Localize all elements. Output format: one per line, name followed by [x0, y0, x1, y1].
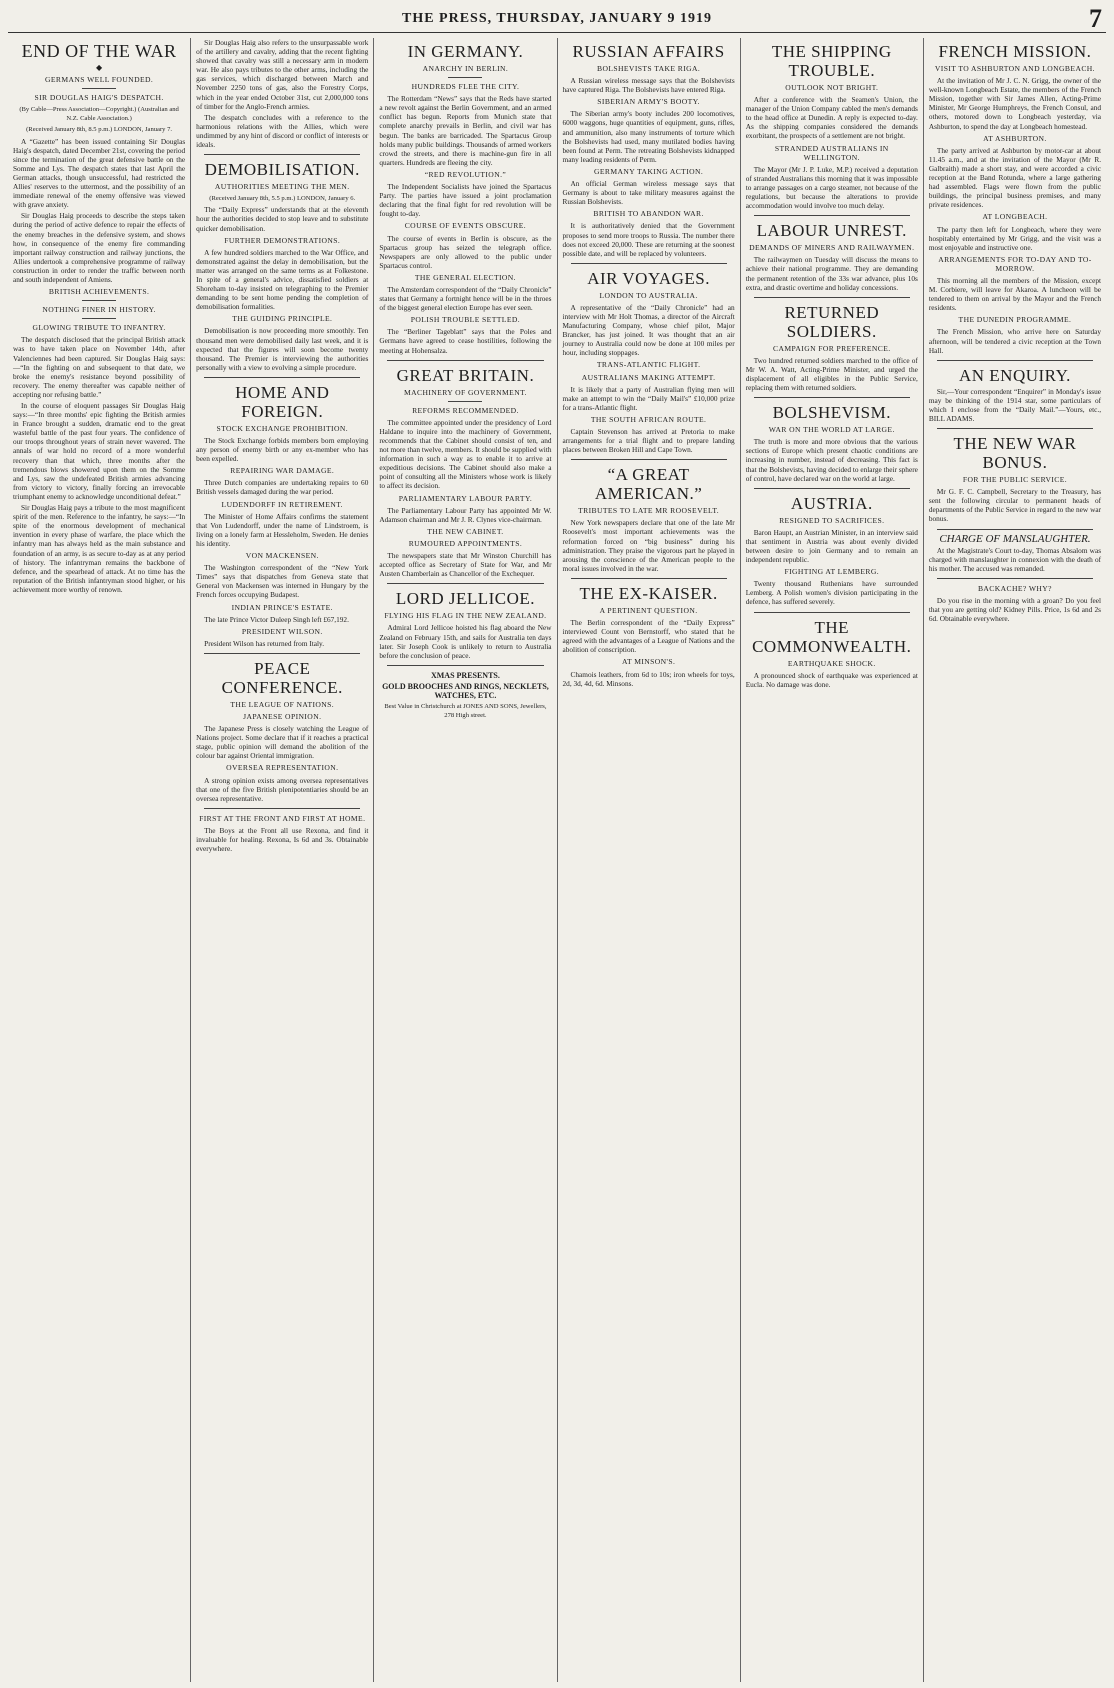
article-paragraph: A strong opinion exists among oversea representatives that one of the five British plenipotentiaries should be an oversea representative. — [196, 775, 369, 803]
dateline: (Received January 8th, 5.5 p.m.) LONDON, January 6. — [209, 195, 356, 203]
subhead: ARRANGEMENTS FOR TO-DAY AND TO-MORROW. — [938, 254, 1092, 273]
headline-great-britain: GREAT BRITAIN. — [396, 365, 535, 385]
divider-ornament: ◆ — [96, 63, 103, 72]
article-paragraph: A “Gazette” has been issued containing Sir Douglas Haig's despatch, dated December 21st, covering the period since the termination of the great defensive battle on the Somme and Lys. The despatch states that last April the German attacks, though unsuccessful, had restricted the Allies' reserves to the uttermost, and the possibility of an immediate renewal of the enemy offensive was viewed with grave anxiety. — [13, 136, 186, 210]
subhead: THE NEW CABINET. — [427, 526, 504, 536]
article-paragraph: Admiral Lord Jellicoe hoisted his flag aboard the New Zealand on February 15th, and sails for Australia ten days later. Sir Joseph Cook is unlikely to return to Australia before the conclusion of peace. — [379, 623, 552, 660]
headline-new-war-bonus: THE NEW WAR BONUS. — [953, 434, 1077, 473]
article-paragraph: The Stock Exchange forbids members born employing any person of enemy birth or any ex-member who has been expelled. — [196, 436, 369, 464]
article-paragraph: A few hundred soldiers marched to the War Office, and demonstrated against the delay in demobilisation, but the matter was arranged on the same terms as at Folkestone. In spite of a general's advice, dissatisfied soldiers at Shoreham to-day insisted on telegraphing to the Premier demanding to be sent home pending the completion of demobilisation formalities. — [196, 247, 369, 312]
column-5 — [741, 38, 924, 1682]
article-paragraph: President Wilson has returned from Italy. — [204, 638, 325, 648]
subhead: POLISH TROUBLE SETTLED. — [410, 315, 521, 325]
article-paragraph: This morning all the members of the Mission, except M. Corbiere, will leave for Akaroa. A luncheon will be tendered to them on arrival by the Mayor and the French residents. — [928, 275, 1102, 313]
article-paragraph: Two hundred returned soldiers marched to the office of Mr W. A. Watt, Acting-Prime Minister, and urged the displacement of all eligibles in the Public Service, replacing them with returned soldiers. — [745, 355, 918, 393]
article-paragraph: The newspapers state that Mr Winston Churchill has accepted office as Secretary of State for War, and Mr Austen Chamberlain as Chancellor of the Exchequer. — [379, 551, 552, 579]
article-paragraph: Baron Haupt, an Austrian Minister, in an interview said that sentiment in Austria was about evenly divided between desire to join Germany and to remain an independent republic. — [745, 527, 918, 565]
subhead: JAPANESE OPINION. — [243, 711, 322, 721]
advert-text: Do you rise in the morning with a groan? Do you feel that you are getting old? Kidney Pills. Price, 1s 6d and 2s 6d. Obtainable everywhere. — [928, 596, 1102, 624]
divider — [937, 360, 1093, 361]
headline-ex-kaiser: THE EX-KAISER. — [579, 583, 718, 603]
divider — [387, 360, 543, 361]
subhead: CAMPAIGN FOR PREFERENCE. — [772, 343, 891, 353]
advert-heading: XMAS PRESENTS. — [430, 670, 500, 680]
subhead: BRITISH ACHIEVEMENTS. — [48, 287, 150, 297]
subhead: REPAIRING WAR DAMAGE. — [230, 466, 335, 476]
article-paragraph: A Russian wireless message says that the Bolshevists have captured Riga. The Bolshevists have entered Riga. — [562, 76, 735, 95]
subhead: THE GENERAL ELECTION. — [414, 272, 516, 282]
advert-text: Chamois leathers, from 6d to 10s; iron wheels for toys, 2d, 3d, 4d, 6d. Minsons. — [562, 669, 735, 688]
subhead: PARLIAMENTARY LABOUR PARTY. — [398, 493, 533, 503]
subhead: ANARCHY IN BERLIN. — [422, 64, 509, 73]
subhead: RESIGNED TO SACRIFICES. — [779, 515, 885, 525]
article-paragraph: The late Prince Victor Duleep Singh left £67,192. — [204, 614, 349, 624]
newspaper-columns — [8, 38, 1106, 1682]
article-paragraph: Mr G. F. C. Campbell, Secretary to the Treasury, has sent the following circular to permanent heads of departments of the Public Service in regard to the new war bonus. — [928, 487, 1102, 524]
subhead: THE DUNEDIN PROGRAMME. — [958, 315, 1072, 325]
divider — [82, 300, 116, 301]
subhead: FIGHTING AT LEMBERG. — [784, 567, 880, 577]
headline-labour-unrest: LABOUR UNREST. — [756, 221, 907, 241]
column-4 — [558, 38, 741, 1682]
subhead: BOLSHEVISTS TAKE RIGA. — [597, 64, 701, 73]
subhead: AT ASHBURTON. — [983, 133, 1047, 143]
advert-text: The Boys at the Front all use Rexona, and find it invaluable for healing. Rexona, Is 6d and 3s. Obtainable everywhere. — [196, 825, 369, 854]
headline-russian-affairs: RUSSIAN AFFAIRS — [572, 42, 725, 61]
divider — [754, 297, 910, 298]
headline-demobilisation: DEMOBILISATION. — [204, 160, 360, 180]
subhead: BRITISH TO ABANDON WAR. — [593, 209, 704, 219]
column-6 — [924, 38, 1106, 1682]
advert-heading: AT MINSON'S. — [621, 657, 676, 667]
article-paragraph: The Minister of Home Affairs confirms the statement that Von Ludendorff, under the name of Lindstroem, is living on a lonely farm at Hessleholm, Sweden. He denies his identity. — [196, 511, 369, 548]
subhead: SIBERIAN ARMY'S BOOTY. — [597, 97, 700, 107]
article-paragraph: The “Daily Express” understands that at the eleventh hour the authorities decided to stop leave and to substitute quicker demobilisation. — [196, 205, 369, 233]
article-paragraph: At the Magistrate's Court to-day, Thomas Absalom was charged with manslaughter in connexion with the death of his mother. The accused was remanded. — [928, 545, 1102, 573]
subhead: GLOWING TRIBUTE TO INFANTRY. — [32, 323, 166, 333]
advert-subheading: GOLD BROOCHES AND RINGS, NECKLETS, WATCHES, ETC. — [382, 681, 549, 700]
article-paragraph: Twenty thousand Ruthenians have surrounded Lemberg. A Polish women's division participating in the defence, has suffered severely. — [745, 579, 918, 607]
subhead: TRIBUTES TO LATE MR ROOSEVELT. — [578, 506, 720, 516]
article-paragraph: The party arrived at Ashburton by motor-car at about 11.45 a.m., and at the invitation of the Mayor (Mr R. Galbraith) made a short stay, and were accorded a civic reception at the Band Rotunda, where a large gathering had assembled. Flags were flown from the public buildings, the principal business premises, and many private residences. — [928, 145, 1102, 210]
headline-french-mission: FRENCH MISSION. — [938, 42, 1092, 61]
headline-home-and-foreign: HOME AND FOREIGN. — [235, 382, 330, 421]
divider — [387, 583, 543, 584]
headline-in-germany: IN GERMANY. — [407, 42, 524, 61]
divider — [204, 154, 360, 155]
headline-austria: AUSTRIA. — [790, 493, 873, 513]
article-paragraph: Sir Douglas Haig also refers to the unsurpassable work of the artillery and cavalry, adding that the recent fighting showed that cavalry was still a necessary arm in modern war. He also pays tributes to the other arms, including the gas services, which discharged between March and November 2250 tons of gas, also the Forestry Corps, which in the year ended October 31st, cut 2,000,000 tons of timber for the Anglo-French armies. — [196, 38, 369, 111]
divider — [204, 377, 360, 378]
column-1 — [8, 38, 191, 1682]
article-paragraph: It is authoritatively denied that the Government proposes to send more troops to Russia. The number there does not exceed 20,000. These are returning at the soonest possible date, and will be replaced by volunteers. — [562, 221, 735, 258]
subhead: LONDON TO AUSTRALIA. — [599, 290, 698, 300]
divider — [754, 612, 910, 613]
article-paragraph: Demobilisation is now proceeding more smoothly. Ten thousand men were demobilised daily last week, and it is expected that the figures will soon become twenty thousand. The Premier is interviewing the authorities personally with a view to evolving a simple procedure. — [196, 326, 369, 372]
cable-credit: (By Cable—Press Association—Copyright.) (Australian and N.Z. Cable Association.) — [19, 106, 179, 123]
article-paragraph: After a conference with the Seamen's Union, the manager of the Union Company cabled the men's demands to the head office at Dunedin. A reply is expected to-day. As the shipping companies considered the demands exorbitant, the prospects of a settlement are not bright. — [745, 95, 918, 141]
subhead: WAR ON THE WORLD AT LARGE. — [768, 425, 895, 435]
divider — [571, 459, 727, 460]
headline-returned-soldiers: RETURNED SOLDIERS. — [784, 302, 880, 341]
article-paragraph: The party then left for Longbeach, where they were hospitably entertained by Mr Grigg, and the visit was a most enjoyable and instructive one. — [928, 224, 1102, 252]
subhead: FLYING HIS FLAG IN THE NEW ZEALAND. — [384, 611, 547, 621]
headline-manslaughter: CHARGE OF MANSLAUGHTER. — [939, 532, 1091, 545]
divider — [937, 578, 1093, 579]
subhead: FOR THE PUBLIC SERVICE. — [962, 475, 1068, 485]
subhead: FURTHER DEMONSTRATIONS. — [224, 235, 341, 245]
subhead: A PERTINENT QUESTION. — [599, 605, 698, 615]
divider — [754, 488, 910, 489]
divider — [937, 529, 1093, 530]
subhead: THE SOUTH AFRICAN ROUTE. — [590, 414, 707, 424]
article-paragraph: The Rotterdam “News” says that the Reds have started a new revolt against the Berlin Government, and an armed conflict has begun. Reports from Munich state that complete anarchy prevails in Berlin, and civil war has begun. The banks are barricaded. The Spartacus Group holds many public buildings. Thousands of armed workers crowd the streets, and there is machine-gun fire in all quarters. Hundreds are fleeing the city. — [379, 94, 552, 167]
article-paragraph: Captain Stevenson has arrived at Pretoria to make arrangements for a trial flight and to prepare landing places between Broken Hill and Cape Town. — [562, 427, 735, 455]
article-paragraph: An official German wireless message says that Germany is about to take military measures against the Russian Bolshevists. — [562, 179, 735, 207]
divider — [448, 401, 482, 402]
advert-text: Best Value in Christchurch at JONES AND SONS, Jewellers, 278 High street. — [384, 703, 547, 720]
article-paragraph: A pronounced shock of earthquake was experienced at Eucla. No damage was done. — [745, 670, 918, 689]
divider — [754, 215, 910, 216]
divider — [82, 88, 116, 89]
divider — [448, 77, 482, 78]
subhead: EARTHQUAKE SHOCK. — [787, 658, 876, 668]
subhead: “RED REVOLUTION.” — [424, 169, 507, 179]
subhead: AT LONGBEACH. — [982, 212, 1048, 222]
article-paragraph: The Parliamentary Labour Party has appointed Mr W. Adamson chairman and Mr J. R. Clynes vice-chairman. — [379, 505, 552, 524]
headline-commonwealth: THE COMMONWEALTH. — [752, 617, 912, 656]
divider — [754, 397, 910, 398]
divider — [571, 263, 727, 264]
advert-heading: BACKACHE? WHY? — [977, 583, 1052, 593]
subhead: HUNDREDS FLEE THE CITY. — [411, 82, 520, 92]
article-paragraph: The Washington correspondent of the “New York Times” says that dispatches from Geneva state that General von Mackensen was interned in Hungary by the French forces occupying Budapest. — [196, 563, 369, 600]
subhead: NOTHING FINER IN HISTORY. — [42, 305, 156, 315]
subhead: AUTHORITIES MEETING THE MEN. — [214, 182, 350, 192]
article-paragraph: The Mayor (Mr J. P. Luke, M.P.) received a deputation of stranded Australians this morning that it was impossible to arrange passages on a cargo steamer, not because of the regulations, but because the alterations to provide accommodation would involve too much delay. — [745, 164, 918, 211]
article-paragraph: The Siberian army's booty includes 200 locomotives, 6000 waggons, huge quantities of equipment, guns, rifles, and ammunition, also many instruments of torture which the Bolshevists had used, many mutilated bodies having been found at Perm. The retreating Bolshevists kidnapped many leading residents of Perm. — [562, 109, 735, 164]
subhead: GERMANS WELL FOUNDED. — [45, 75, 154, 85]
subhead: OUTLOOK NOT BRIGHT. — [785, 83, 879, 92]
article-paragraph: New York newspapers declare that one of the late Mr Roosevelt's most important achievements was the reformation forced on “big business” during his administration. They praise the vigorous part he played in arousing the conscience of the American people to the moral issues involved in the war. — [562, 518, 735, 573]
divider — [387, 665, 543, 666]
article-paragraph: Sir,—Your correspondent “Enquirer” in Monday's issue may be thinking of the 1914 star, some particulars of which I enclose from the “Daily Mail.”—Yours, etc., BILL ADAMS. — [928, 386, 1102, 423]
subhead: VON MACKENSEN. — [245, 551, 319, 561]
headline-great-american: “A GREAT AMERICAN.” — [594, 465, 703, 504]
subhead: GERMANY TAKING ACTION. — [593, 166, 704, 176]
masthead — [8, 6, 1106, 33]
advert-heading: FIRST AT THE FRONT AND FIRST AT HOME. — [199, 813, 366, 823]
article-paragraph: The Berlin correspondent of the “Daily Express” interviewed Count von Bernstorff, who stated that he agreed with the advantages of a League of Nations and the abolition of conscription. — [562, 618, 735, 655]
article-paragraph: The committee appointed under the presidency of Lord Haldane to inquire into the machinery of Government, recommends that the Cabinet should consist of ten, and not more than twelve, members. It should be supplied with information in such a way as to enable it to arrive at expeditious decisions. The Cabinet should also make a point of consulting all the Ministers whose work is likely to affect its decision. — [379, 417, 552, 491]
subhead: SIR DOUGLAS HAIG'S DESPATCH. — [34, 93, 164, 103]
divider — [571, 578, 727, 579]
article-paragraph: At the invitation of Mr J. C. N. Grigg, the owner of the well-known Longbeach Estate, the members of the French Mission, together with Sir James Allen, Acting-Prime Minister, Mr George Humphreys, the French Consul, and others, motored down to Longbeach yesterday, via Ashburton, to spend the day at Longbeach homestead. — [928, 76, 1102, 131]
subhead: PRESIDENT WILSON. — [241, 626, 323, 636]
article-paragraph: The Independent Socialists have joined the Spartacus Party. The parties have issued a joint proclamation declaring that the final fight for red revolution will be fought to-day. — [379, 182, 552, 219]
subhead: STRANDED AUSTRALIANS IN WELLINGTON. — [774, 143, 889, 162]
article-paragraph: In the course of eloquent passages Sir Douglas Haig says:—“In three months' epic fighting the British armies in France brought a sudden, dramatic end to the great wasteful battle of the past four years. The confidence of our troops throughout years of strain never wavered. The annals of war hold no record of a more wonderful recovery than that which, three months after the tremendous blows showered upon them on the Somme and Lys, saw the undefeated British armies advancing from victory to victory, finally forcing an irrevocable triumphant enemy to acknowledge unconditional defeat.” — [13, 401, 186, 501]
page-number: 7 — [1089, 4, 1102, 33]
article-paragraph: The despatch disclosed that the principal British attack was to have taken place on November 14th, after Valenciennes had been captured. Sir Douglas Haig says:—“In the fighting on and subsequent to that date, we broke the enemy's resistance beyond possibility of recovery. The enemy thereafter was capable neither of accepting nor refusing battle.” — [13, 335, 186, 399]
article-paragraph: The despatch concludes with a reference to the harmonious relations with the Allies, which were undimmed by any hint of discord or conflict of interests or ideals. — [196, 112, 369, 150]
article-paragraph: It is likely that a party of Australian flying men will make an attempt to win the “Daily Mail's” £10,000 prize for a trans-Atlantic flight. — [562, 384, 735, 412]
headline-end-of-war: END OF THE WAR — [21, 41, 177, 61]
headline-lord-jellicoe: LORD JELLICOE. — [395, 589, 536, 609]
subhead: DEMANDS OF MINERS AND RAILWAYMEN. — [749, 243, 915, 253]
subhead: RUMOURED APPOINTMENTS. — [408, 538, 523, 548]
column-2 — [191, 38, 374, 1682]
subhead: LUDENDORFF IN RETIREMENT. — [221, 499, 343, 509]
headline-an-enquiry: AN ENQUIRY. — [958, 365, 1071, 385]
article-paragraph: The “Berliner Tageblatt” says that the Poles and Germans have agreed to cease hostilities, following the meeting at Hohensalza. — [379, 327, 552, 355]
article-paragraph: The Japanese Press is closely watching the League of Nations project. Some declare that if it reaches a practical stage, public opinion will demand the abolition of the colour bar against Oriental immigration. — [196, 724, 369, 761]
masthead-title: THE PRESS, THURSDAY, JANUARY 9 1919 — [401, 11, 713, 26]
article-paragraph: The railwaymen on Tuesday will discuss the means to achieve their national programme. They are demanding the permanent retention of the 33s war advance, plus 10s extra, and drastic overtime and holiday concessions. — [745, 255, 918, 292]
subhead: AUSTRALIANS MAKING ATTEMPT. — [581, 372, 716, 382]
subhead: INDIAN PRINCE'S ESTATE. — [231, 602, 333, 612]
divider — [82, 318, 116, 319]
subhead: VISIT TO ASHBURTON AND LONGBEACH. — [934, 64, 1095, 73]
article-paragraph: Three Dutch companies are undertaking repairs to 60 British vessels damaged during the war period. — [196, 478, 369, 497]
subhead: OVERSEA REPRESENTATION. — [226, 763, 339, 773]
subhead: THE GUIDING PRINCIPLE. — [232, 314, 333, 324]
subhead: STOCK EXCHANGE PROHIBITION. — [216, 423, 349, 433]
article-paragraph: Sir Douglas Haig proceeds to describe the steps taken during the period of active defence to repair the effects of the enemy breaches in the defensive system, and shows how, in consequence of the enemy fire commanding important railway construction and railway junctions, the Allies undertook a comprehensive programme of railway construction in order to render the traffic between north and south independent of Amiens. — [13, 211, 186, 284]
dateline: (Received January 8th, 8.5 p.m.) LONDON, January 7. — [26, 126, 173, 134]
subhead: TRANS-ATLANTIC FLIGHT. — [596, 360, 701, 370]
article-paragraph: The French Mission, who arrive here on Saturday afternoon, will be tendered a civic reception at the Town Hall. — [928, 327, 1102, 355]
divider — [204, 653, 360, 654]
subhead: MACHINERY OF GOVERNMENT. — [403, 387, 527, 397]
headline-peace-conference: PEACE CONFERENCE. — [221, 658, 343, 697]
subhead: REFORMS RECOMMENDED. — [412, 405, 519, 415]
headline-bolshevism: BOLSHEVISM. — [772, 403, 891, 423]
headline-air-voyages: AIR VOYAGES. — [587, 268, 710, 288]
article-paragraph: Sir Douglas Haig pays a tribute to the most magnificent spirit of the men. Reference to the infantry, he says:—“In spite of the enormous development of mechanical invention in every phase of warfare, the place which the infantry man has always held as the main substance and foundation of an army, is as secure to-day as at any period of history. The infantryman remains the backbone of defence, and the spearhead of attack. At no time has the reputation of the British infantryman stood higher, or his achievement more worthy of renown. — [13, 503, 186, 594]
column-3 — [374, 38, 557, 1682]
divider — [204, 808, 360, 809]
subhead: COURSE OF EVENTS OBSCURE. — [404, 221, 527, 231]
article-paragraph: The truth is more and more obvious that the various sections of Europe which present chaotic conditions are increasing in number, instead of decreasing. This fact is that the Bolshevists, having decided to enlarge their sphere of control, have declared war on the world at large. — [745, 437, 918, 483]
divider — [937, 428, 1093, 429]
headline-shipping-trouble: THE SHIPPING TROUBLE. — [771, 42, 892, 80]
subhead: THE LEAGUE OF NATIONS. — [230, 699, 335, 709]
article-paragraph: The Amsterdam correspondent of the “Daily Chronicle” states that Germany a fortnight hence will be in the throes of the biggest general election Europe has ever seen. — [379, 284, 552, 313]
article-paragraph: The course of events in Berlin is obscure, as the Spartacus group has seized the telegraph office. Newspapers are only allowed to the public under Spartacus control. — [379, 233, 552, 270]
article-paragraph: A representative of the “Daily Chronicle” had an interview with Mr Holt Thomas, a director of the Aircraft Manufacturing Company, whose chief pilot, Major Brancker, has just joined. It was thought that an air journey to Australia could now be done at 100 miles per hour, including stoppages. — [562, 302, 735, 358]
